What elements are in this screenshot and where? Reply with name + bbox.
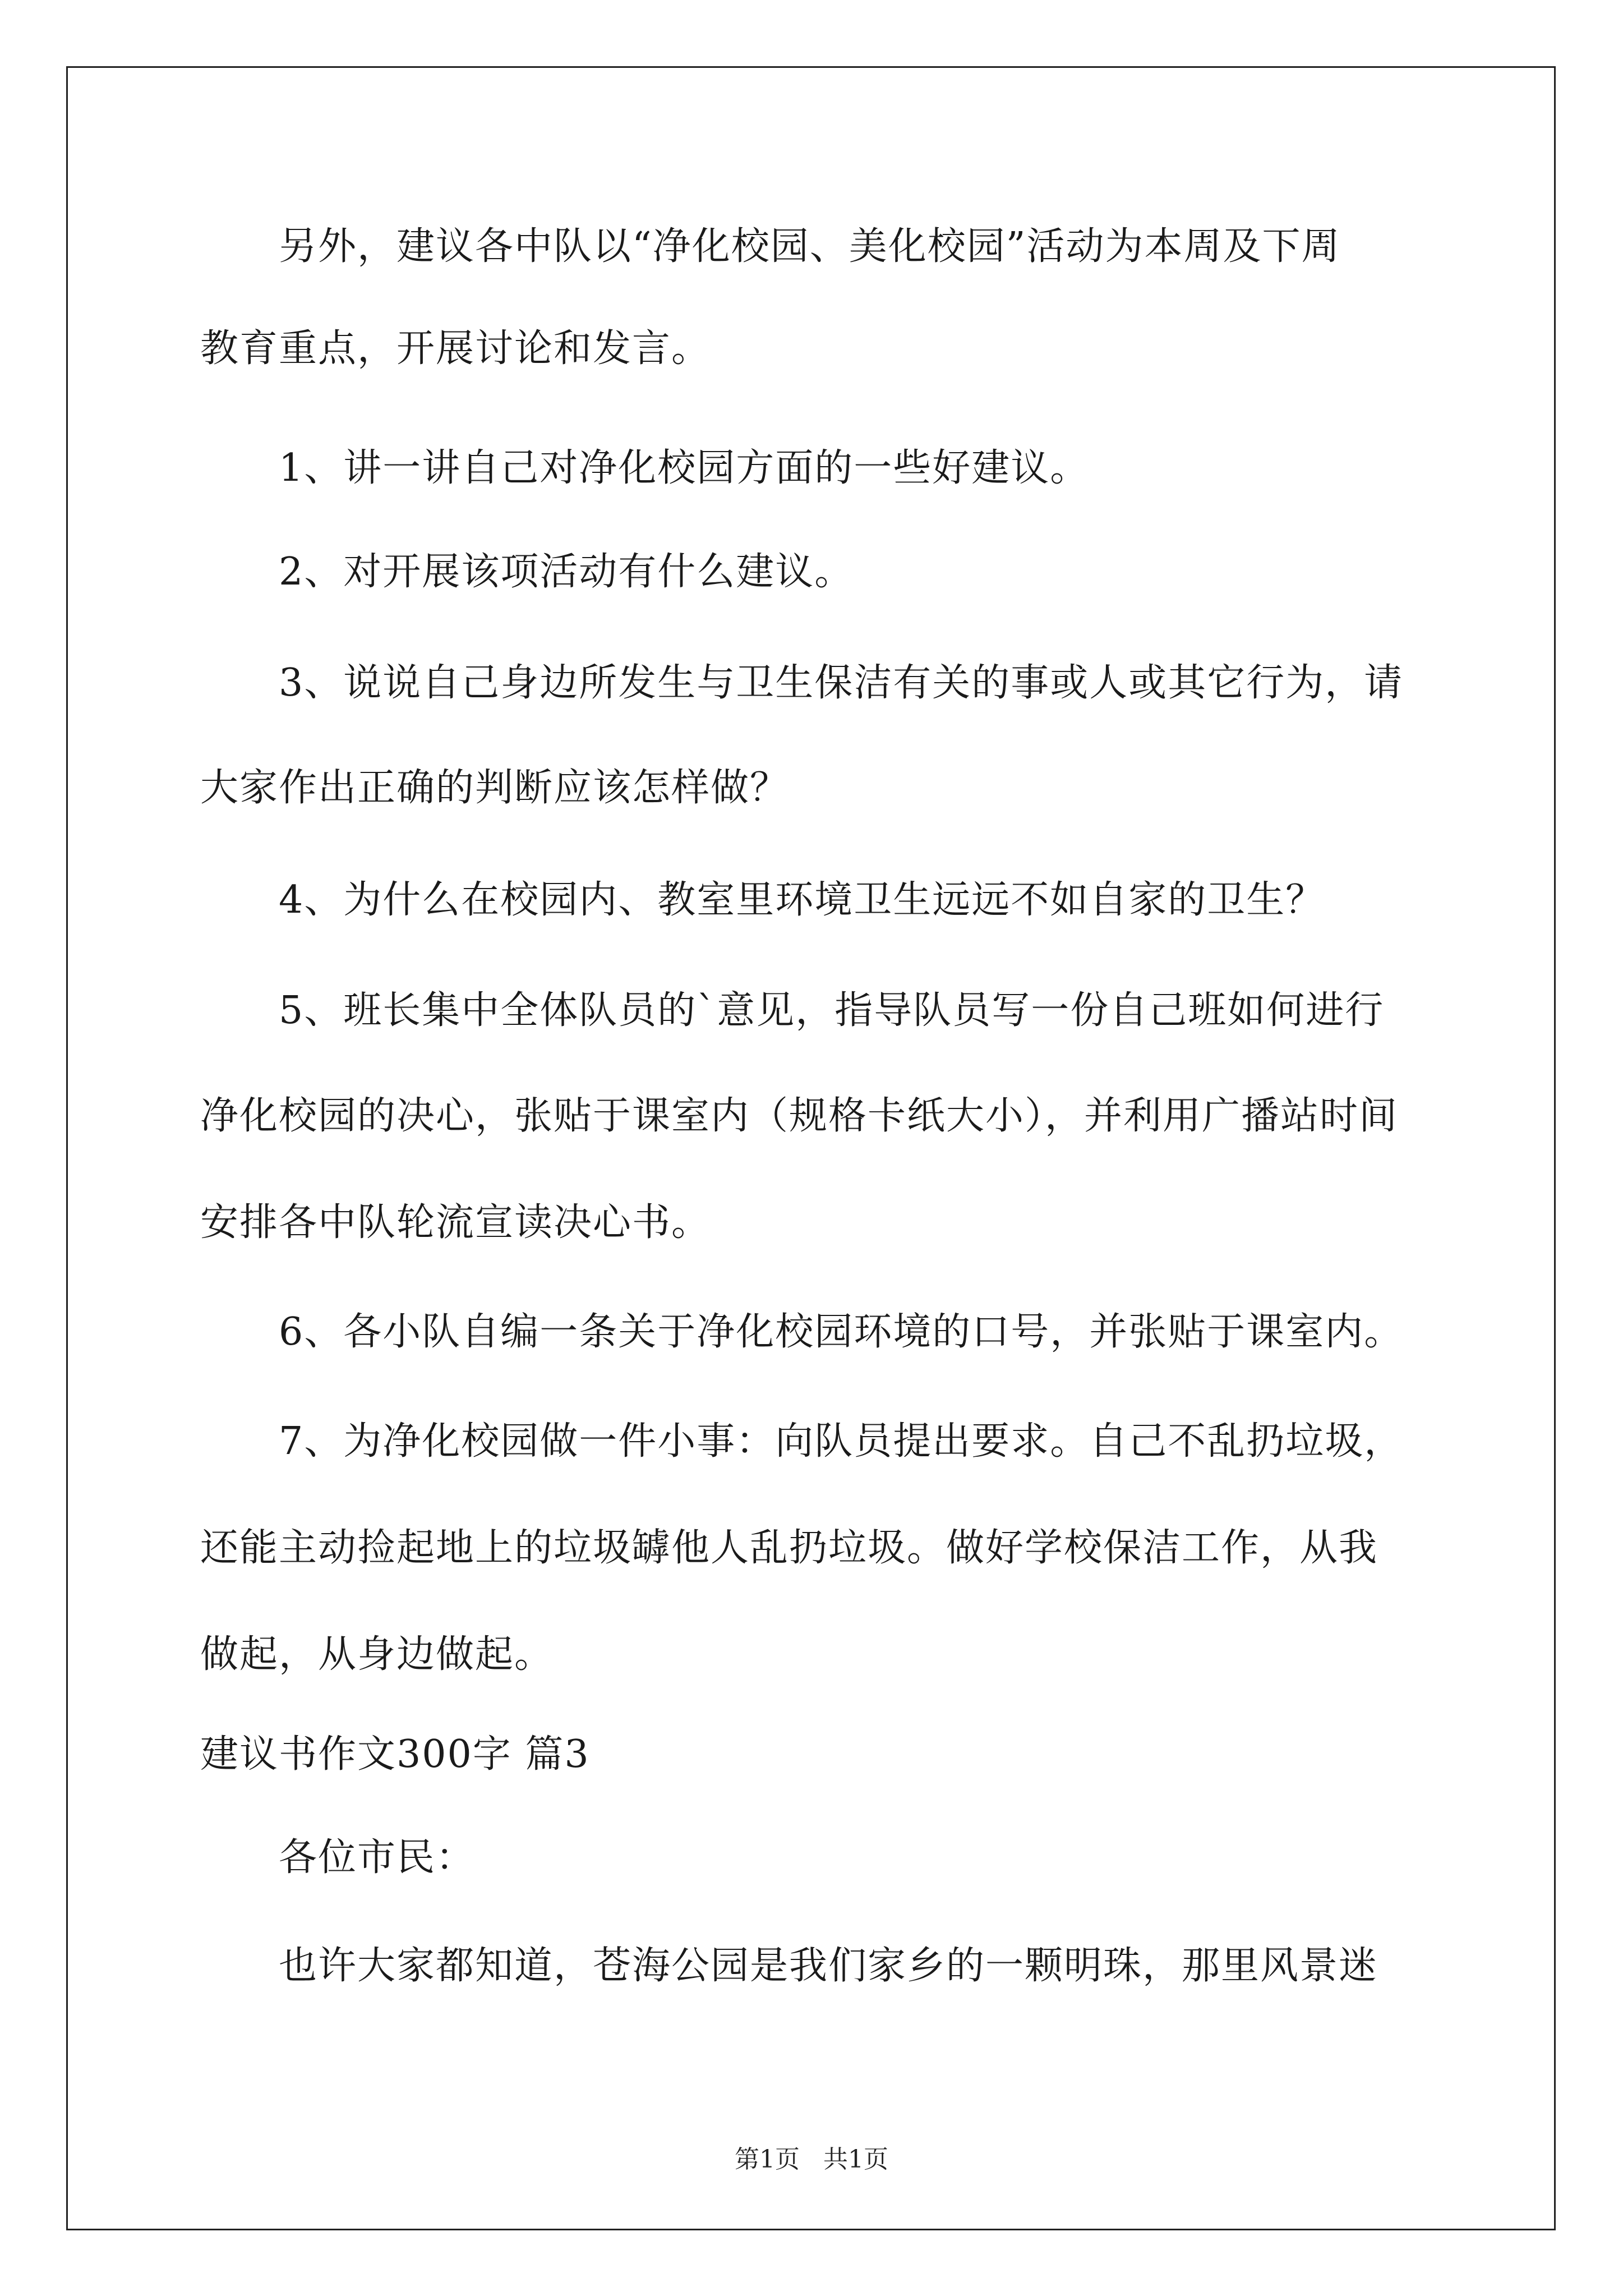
paragraph-line: 还能主动捡起地上的垃圾罅他人乱扔垃圾。做好学校保洁工作，从我	[200, 1526, 1378, 1570]
page-border	[66, 66, 1556, 2230]
list-item: 6、各小队自编一条关于净化校园环境的口号，并张贴于课室内。	[279, 1310, 1404, 1354]
list-item: 2、对开展该项活动有什么建议。	[279, 550, 854, 594]
paragraph-line: 净化校园的决心，张贴于课室内（规格卡纸大小），并利用广播站时间	[200, 1094, 1399, 1138]
paragraph-line: 另外，建议各中队以“净化校园、美化校园”活动为本周及下周	[279, 224, 1341, 269]
list-item: 1、讲一讲自己对净化校园方面的一些好建议。	[279, 446, 1090, 490]
page-number-footer: 第1页 共1页	[735, 2145, 888, 2174]
list-item: 3、说说自己身边所发生与卫生保洁有关的事或人或其它行为，请	[279, 661, 1404, 705]
salutation: 各位市民：	[279, 1835, 476, 1880]
list-item: 7、为净化校园做一件小事：向队员提出要求。自己不乱扔垃圾，	[279, 1419, 1404, 1464]
paragraph-line: 大家作出正确的判断应该怎样做？	[200, 766, 790, 810]
list-item: 4、为什么在校园内、教室里环境卫生远远不如自家的卫生？	[279, 878, 1325, 922]
section-heading: 建议书作文300字 篇3	[200, 1732, 590, 1777]
paragraph-line: 教育重点，开展讨论和发言。	[200, 326, 711, 371]
paragraph-line: 做起，从身边做起。	[200, 1632, 554, 1677]
paragraph-line: 安排各中队轮流宣读决心书。	[200, 1200, 711, 1245]
paragraph-line: 也许大家都知道，苍海公园是我们家乡的一颗明珠，那里风景迷	[279, 1944, 1378, 1988]
list-item: 5、班长集中全体队员的`意见，指导队员写一份自己班如何进行	[279, 988, 1385, 1033]
